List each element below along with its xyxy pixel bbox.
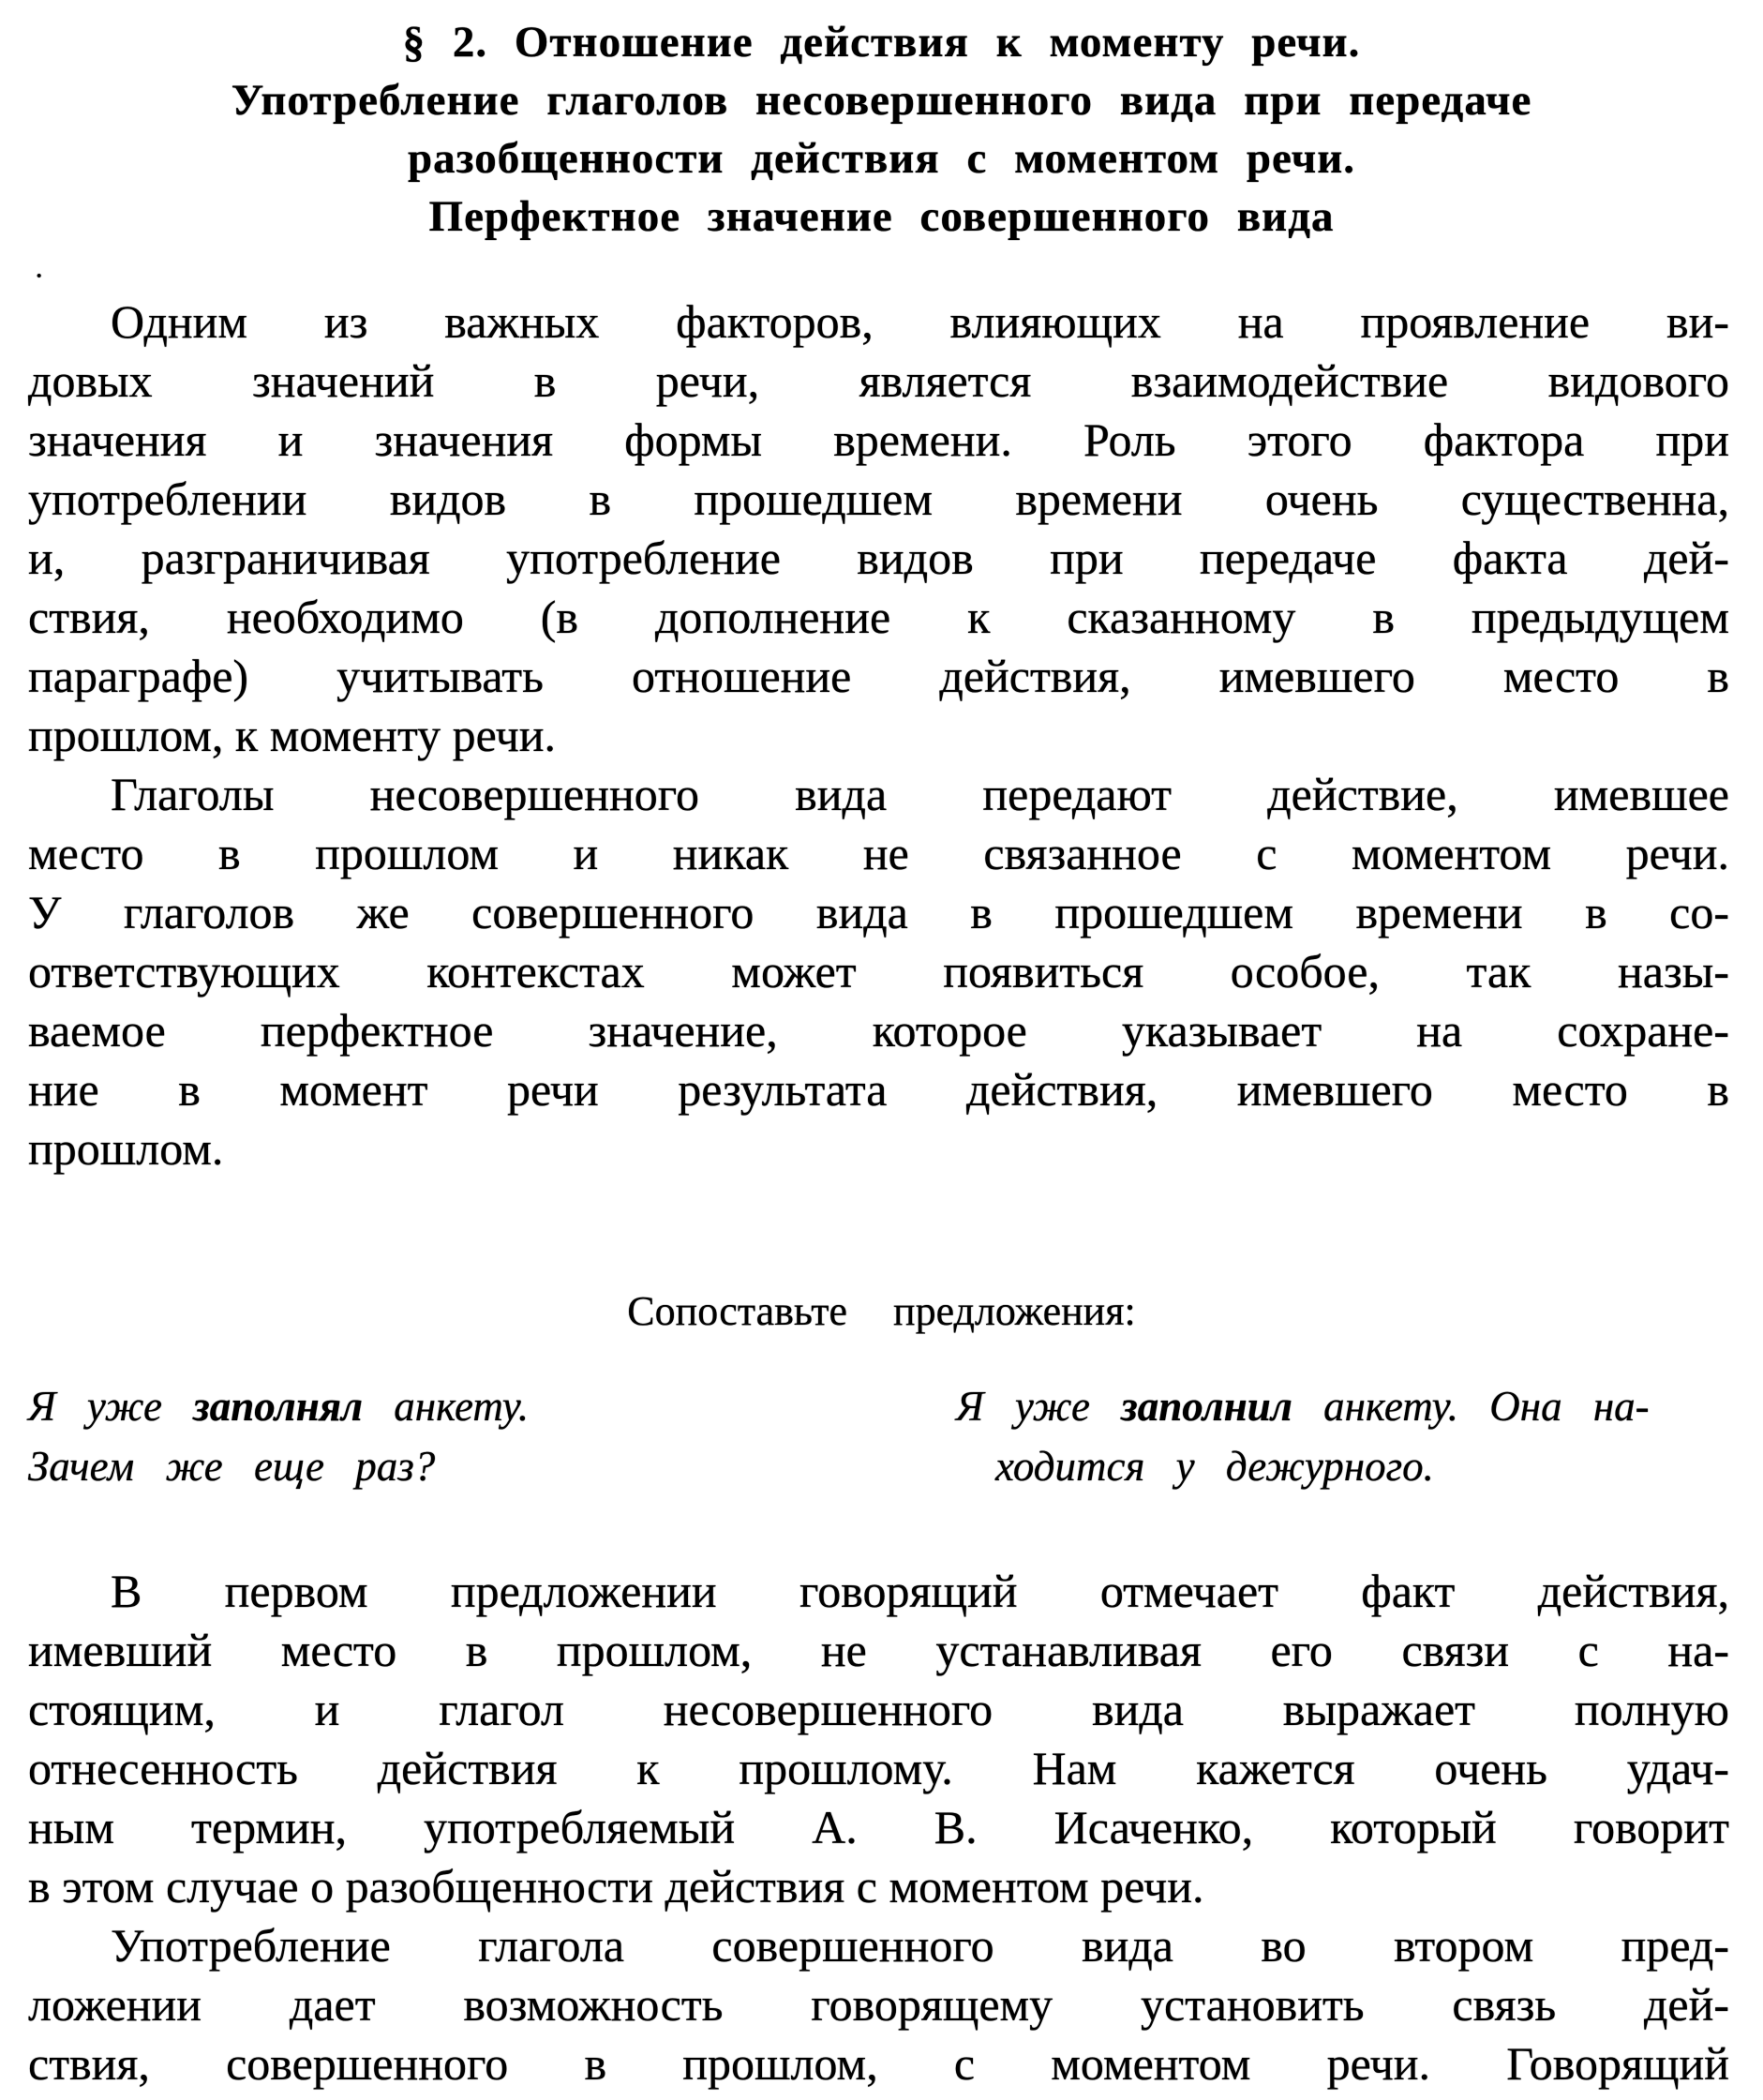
text-line: Глаголы несовершенного вида передают действие, имевшее bbox=[111, 768, 1729, 820]
heading-line: Перфектное значение совершенного вида bbox=[428, 192, 1335, 241]
text-line: ствия, необходимо (в дополнение к сказанному в предыдущем bbox=[28, 591, 1729, 643]
text-line: У глаголов же совершенного вида в прошедшем времени в со- bbox=[28, 886, 1729, 938]
text-line: в этом случае о разобщенности действия с моментом речи. bbox=[28, 1860, 1204, 1912]
example-right-column bbox=[956, 1376, 1735, 1496]
heading-line: § 2. Отношение действия к моменту речи. bbox=[402, 18, 1361, 67]
example-line bbox=[956, 1376, 1735, 1436]
example-text: анкету. bbox=[363, 1383, 530, 1430]
emphasized-verb: заполнял bbox=[193, 1383, 363, 1430]
text-line: ответствующих контекстах может появиться особое, так назы- bbox=[28, 945, 1729, 998]
text-line: прошлом, к моменту речи. bbox=[28, 709, 557, 761]
paragraph-first-sentence-analysis bbox=[0, 1562, 1763, 1916]
text-line: имевший место в прошлом, не устанавливая его связи с на- bbox=[28, 1624, 1729, 1676]
paragraph-imperfective bbox=[0, 765, 1763, 1178]
text-line: отнесенность действия к прошлому. Нам кажется очень удач- bbox=[28, 1742, 1729, 1794]
text-line: ваемое перфектное значение, которое указывает на сохране- bbox=[28, 1004, 1729, 1057]
paragraph-second-sentence-analysis bbox=[0, 1916, 1763, 2093]
example-text: Я уже bbox=[956, 1383, 1122, 1430]
emphasized-verb: заполнил bbox=[1121, 1383, 1292, 1430]
heading-line: Употребление глаголов несовершенного вида при передаче bbox=[231, 76, 1532, 125]
text-line: ложении дает возможность говорящему установить связь дей- bbox=[28, 1978, 1729, 2031]
example-sentences-row bbox=[0, 1376, 1763, 1496]
text-line: место в прошлом и никак не связанное с моментом речи. bbox=[28, 827, 1729, 879]
text-line: прошлом. bbox=[28, 1122, 224, 1175]
text-line: ние в момент речи результата действия, имевшего место в bbox=[28, 1063, 1729, 1116]
text-line: В первом предложении говорящий отмечает факт действия, bbox=[111, 1565, 1729, 1617]
text-line: употреблении видов в прошедшем времени очень существенна, bbox=[28, 472, 1729, 525]
paragraph-intro bbox=[0, 292, 1763, 765]
example-text: анкету. Она на- bbox=[1292, 1383, 1650, 1430]
heading-line: разобщенности действия с моментом речи. bbox=[407, 134, 1356, 183]
text-line: и, разграничивая употребление видов при передаче факта дей- bbox=[28, 532, 1729, 584]
text-line: Употребление глагола совершенного вида во втором пред- bbox=[111, 1919, 1729, 1972]
text-line: довых значений в речи, является взаимодействие видового bbox=[28, 354, 1729, 407]
scan-artifact-mark: · bbox=[34, 259, 45, 293]
text-line: стоящим, и глагол несовершенного вида выражает полную bbox=[28, 1683, 1729, 1735]
compare-subhead: Сопоставьте предложения: bbox=[627, 1288, 1136, 1334]
example-line bbox=[28, 1376, 633, 1436]
example-left-column bbox=[28, 1376, 633, 1496]
example-text: Я уже bbox=[28, 1383, 194, 1430]
text-line: ствия, совершенного в прошлом, с моментом речи. Говорящий bbox=[28, 2037, 1729, 2090]
text-line: Одним из важных факторов, влияющих на проявление ви- bbox=[111, 295, 1729, 348]
example-line: Зачем же еще раз? bbox=[28, 1443, 436, 1490]
section-heading bbox=[0, 0, 1763, 246]
example-line: ходится у дежурного. bbox=[995, 1443, 1434, 1490]
text-line: значения и значения формы времени. Роль этого фактора при bbox=[28, 413, 1729, 466]
text-line: параграфе) учитывать отношение действия, имевшего место в bbox=[28, 650, 1729, 702]
text-line: ным термин, употребляемый А. В. Исаченко, который говорит bbox=[28, 1801, 1729, 1853]
